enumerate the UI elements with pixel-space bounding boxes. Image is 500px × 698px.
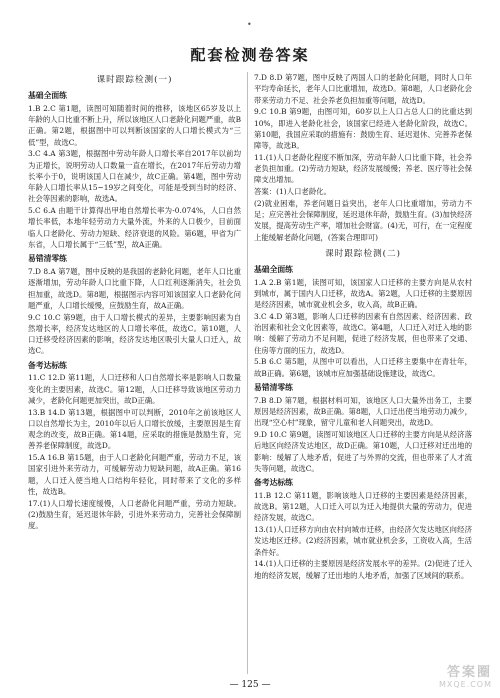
watermark-logo xyxy=(410,666,492,692)
right-column xyxy=(254,72,472,674)
answer-paragraph: 13.B 14.D 第13题，根据图中可以判断，2010年之前该地区人口以自然增长为主，2010年以后人口增长放缓，主要原因是生育观念的改变，故B正确。第14题，应采取的措施是鼓励生育，完善养老保障制度，故选D。 xyxy=(28,407,241,451)
answer-paragraph: 15.A 16.B 第15题，由于人口老龄化问题严重，劳动力不足，该国家引进外来劳动力，可缓解劳动力短缺问题，故A正确。第16题，人口迁入使当地人口结构年轻化，同时带来了文化的多样性，故选B。 xyxy=(28,453,241,496)
group-heading: 易错清零练 xyxy=(254,382,293,392)
group-heading: 基础全面练 xyxy=(254,264,293,274)
section-title-2: 课时跟踪检测(二) xyxy=(325,248,401,259)
answer-paragraph: 1.B 2.C 第1题，读图可知随着时间的推移，该地区65岁及以上年龄的人口比重不断上升，所以该地区人口老龄化问题严重，故B正确。第2题，根据图中可以判断该国家的人口增长模式为“三低”型，故选C。 xyxy=(28,103,241,147)
answer-paragraph: 13.(1)人口迁移方向由农村向城市迁移，由经济欠发达地区向经济发达地区迁移。(2)经济因素，城市就业机会多，工资收入高，生活条件好。 xyxy=(254,525,472,557)
group-heading: 备考达标练 xyxy=(254,478,293,487)
answer-paragraph: 7.B 8.D 第7题，根据材料可知，该地区人口大量外出务工，主要原因是经济因素，故B正确。第8题，人口迁出使当地劳动力减少，出现“空心村”现象，留守儿童和老人问题突出，故选D。 xyxy=(254,395,472,428)
answer-paragraph: 5.B 6.C 第5题，从图中可以看出，人口迁移主要集中在青壮年，故B正确。第6题，该城市应加强基础设施建设，故选C。 xyxy=(254,357,472,378)
right-answer-groups-bottom xyxy=(254,264,472,581)
answer-paragraph: 7.D 8.D 第7题，图中反映了两国人口的老龄化问题，同时人口年平均寿命延长，老年人口比重增加，故选D。第8题，人口老龄化会带来劳动力不足、社会养老负担加重等问题，故选D。 xyxy=(254,73,472,105)
answer-paragraph: 3.C 4.A 第3题，根据图中劳动年龄人口增长率自2017年以前均为正增长，说明劳动人口数量一直在增长，在2017年后劳动力增长率小于0，说明该国人口在减少，故C正确。第4题，图中劳动年龄人口增长率从15~19岁之间变化，可能是受到当时的经济、社会等因素的影响，故选A。 xyxy=(28,149,241,204)
watermark-text: 答案圈 xyxy=(446,665,492,680)
page-number: — 125 — xyxy=(229,680,271,690)
answer-paragraph: 17.(1)人口增长速度缓慢，人口老龄化问题严重，劳动力短缺。(2)鼓励生育，延迟退休年龄，引进外来劳动力，完善社会保障制度。 xyxy=(28,498,241,531)
answer-paragraph: 5.C 6.A 由题干计算得出甲地自然增长率为-0.074%，人口自然增长率低，本地年轻劳动力大量外流，外来的人口极少，目前面临人口老龄化、劳动力短缺、经济衰退的风险。第6题，甲省为广东省，人口增长属于“三低”型，故A正确。 xyxy=(28,206,241,249)
group-heading: 基础全面练 xyxy=(28,91,67,101)
left-answer-groups xyxy=(28,90,241,531)
top-marker: • xyxy=(247,20,252,29)
answer-paragraph: 11.B 12.C 第11题，影响该地人口迁移的主要因素是经济因素，故选B。第12题，人口迁入可以为迁入地提供大量的劳动力，促进经济发展，故选C。 xyxy=(254,490,472,523)
column-divider xyxy=(247,72,248,674)
answer-paragraph: 9.D 10.C 第9题，读图可知该地区人口迁移的主要方向是从经济落后地区向经济发达地区，故D正确。第10题，人口迁移对迁出地的影响：缓解了人地矛盾，促进了与外界的交流，但也带来了人才流失等问题，故选C。 xyxy=(254,430,472,473)
page-title: 配套检测卷答案 xyxy=(190,46,310,64)
answer-paragraph: 11.(1)人口老龄化程度不断加深，劳动年龄人口比重下降，社会养老负担加重。(2)劳动力短缺，经济发展缓慢；养老、医疗等社会保障支出增加。 xyxy=(254,152,472,185)
answer-paragraph: 9.C 10.B 第9题，由图可知，60岁以上人口占总人口的比重达到10%，即进入老龄化社会，该国家已经进入老龄化阶段，故选C。第10题，我国应采取的措施有：鼓励生育、延迟退休、完善养老保障等，故选B。 xyxy=(254,107,472,150)
answer-paragraph: 答案：(1)人口老龄化。 xyxy=(254,187,331,196)
answer-paragraph: 14.(1)人口迁移的主要原因是经济发展水平的差异。(2)促进了迁入地的经济发展，缓解了迁出地的人地矛盾，加强了区域间的联系。 xyxy=(254,559,472,580)
section-title-1: 课时跟踪检测(一) xyxy=(96,75,173,85)
group-heading: 易错清零练 xyxy=(28,254,67,264)
answer-paragraph: 1.A 2.B 第1题，读图可知，该国家人口迁移的主要方向是从农村到城市，属于国内人口迁移，故选A。第2题，人口迁移的主要原因是经济因素，城市就业机会多，收入高，故B正确。 xyxy=(254,277,472,310)
watermark-url: MXQE.COM xyxy=(438,680,492,689)
right-answer-groups-top xyxy=(254,72,472,243)
answer-paragraph: (2)就业困难，养老问题日益突出，老年人口比重增加，劳动力不足；应完善社会保障制度，延迟退休年龄，鼓励生育。(3)加快经济发展，提高劳动生产率，增加社会财富。(4)无，可行，在一定程度上能缓解老龄化问题，(答案合理即可) xyxy=(254,198,472,242)
answer-paragraph: 3.C 4.D 第3题，影响人口迁移的因素有自然因素、经济因素、政治因素和社会文化因素等，故选C。第4题，人口迁入对迁入地的影响：缓解了劳动力不足问题，促进了经济发展，但也带来了交通、住房等方面的压力，故选D。 xyxy=(254,311,472,355)
answer-paragraph: 9.C 10.C 第9题，由于人口增长模式的差异，主要影响因素为自然增长率，经济发达地区的人口增长率低，故选C。第10题，人口迁移受经济因素的影响，经济发达地区吸引大量人口迁入，故选C。 xyxy=(28,312,241,356)
group-heading: 备考达标练 xyxy=(28,360,67,370)
answer-paragraph: 7.D 8.A 第7题，图中反映的是我国的老龄化问题，老年人口比重逐渐增加，劳动年龄人口比重下降，人口红利逐渐消失，社会负担加重，故选D。第8题，根据图示内容可知该国家人口老龄化问题严重，人口增长缓慢，应鼓励生育，故A正确。 xyxy=(28,267,241,310)
answer-paragraph: 11.C 12.D 第11题，人口迁移和人口自然增长率是影响人口数量变化的主要因素，故选C。第12题，人口迁移导致该地区劳动力减少，老龄化问题更加突出，故D正确。 xyxy=(28,373,241,405)
left-column xyxy=(28,72,241,674)
